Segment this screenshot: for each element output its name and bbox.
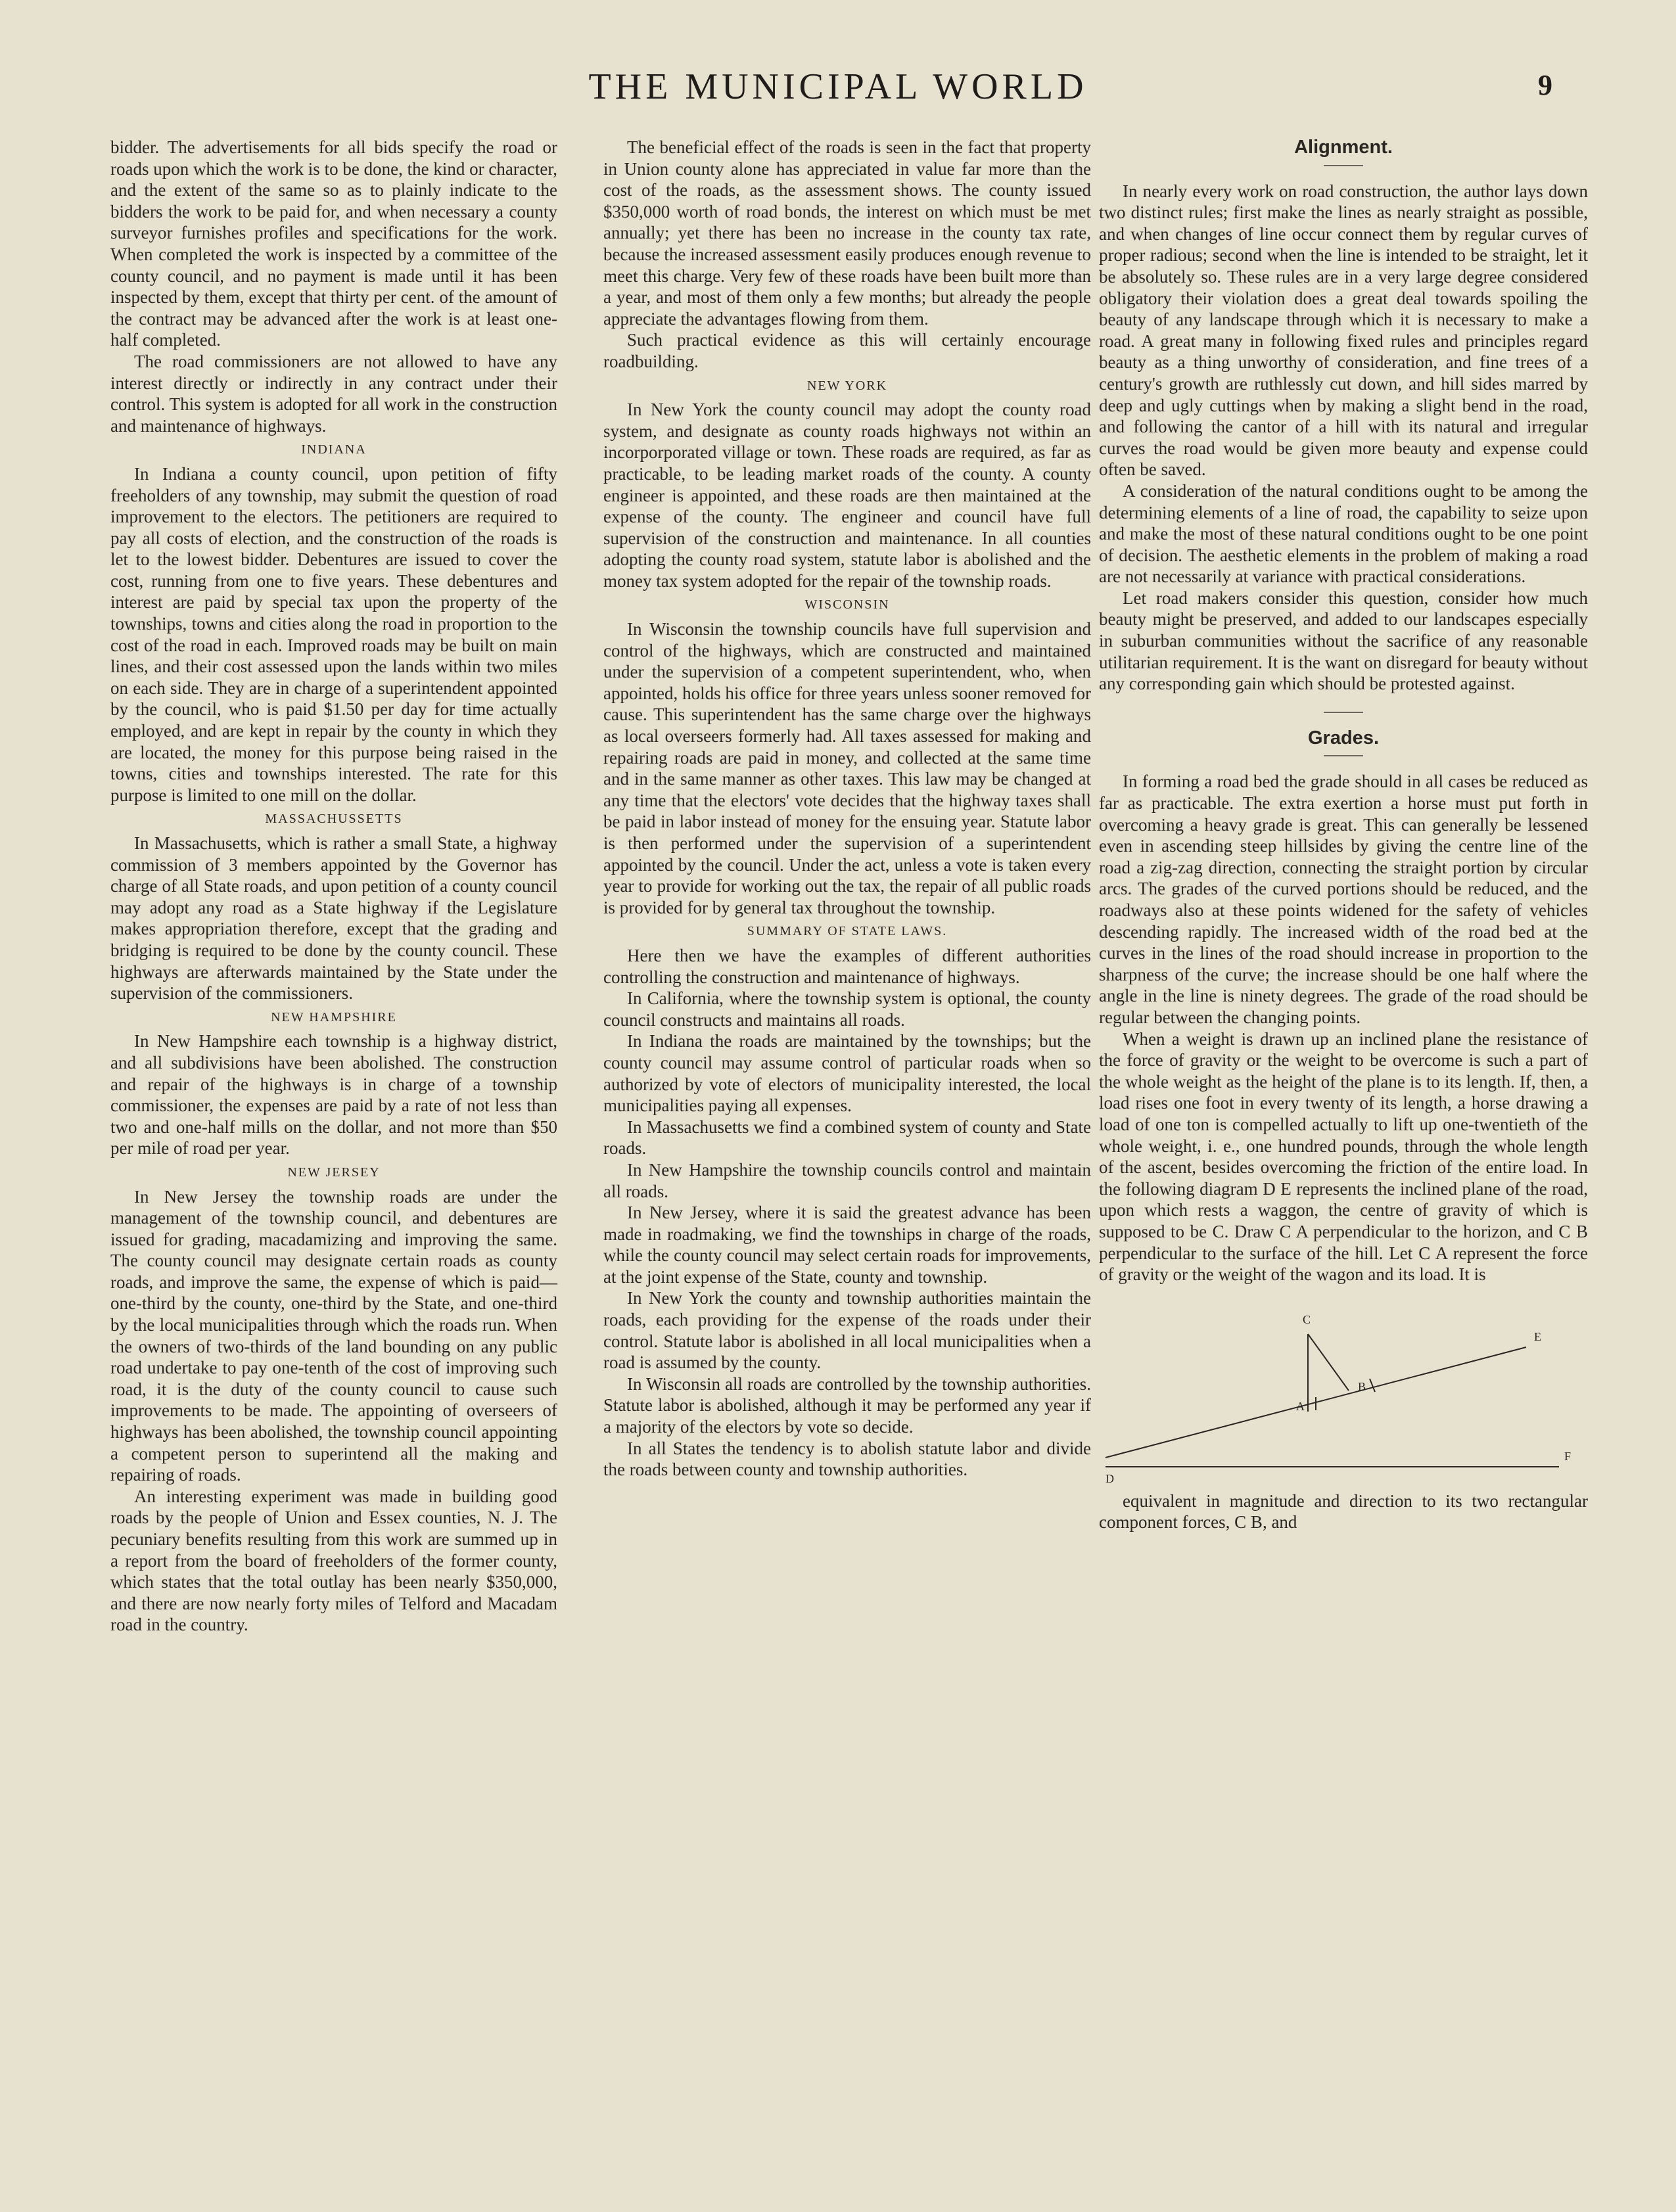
paragraph: Such practical evidence as this will certainly encourage roadbuilding. bbox=[603, 330, 1091, 371]
paragraph: In Massachusetts, which is rather a small State, a highway commission of 3 members appointed by the Governor has charge of all State roads, and upon petition of a county council may adopt any road as a State highway if the Legislature makes appropriation therefore, except that the grading and bridging is required to be done by the county council. These highways are afterwards maintained by the State under the supervision of the commissioners. bbox=[110, 833, 557, 1003]
paragraph: In nearly every work on road construction, the author lays down two distinct rules; first make the lines as nearly straight as possible, and when changes of line occur connect them by regular curves of proper radious; second when the line is intended to be straight, let it be absolutely so. These rules are in a very large degree considered obligatory their violation does a great deal towards spoiling the beauty of any landscape through which it is necessary to make a road. A great many in following fixed rules and principles regard beauty as a thing unworthy of consideration, and fine trees of a century's growth are ruthlessly cut down, and hill sides marred by deep and ugly cuttings when by making a slight bend in the road, and following the cantor of a hill with its natural and irregular curves the road would be given more beauty and expense could often be saved. bbox=[1099, 181, 1588, 480]
column-middle bbox=[603, 137, 1091, 1481]
paragraph: The road commissioners are not allowed to have any interest directly or indirectly in any contract under their control. This system is adopted for all work in the construction and maintenance of highways. bbox=[110, 351, 557, 436]
column-right bbox=[1099, 137, 1588, 1533]
paragraph: equivalent in magnitude and direction to its two rectangular component forces, C B, and bbox=[1099, 1490, 1588, 1532]
paragraph: In New Jersey, where it is said the greatest advance has been made in roadmaking, we find the townships in charge of the roads, while the county council may select certain roads for improvements, at the joint expense of the State, county and township. bbox=[603, 1203, 1091, 1287]
paragraph: In all States the tendency is to abolish statute labor and divide the roads between county and township authorities. bbox=[603, 1438, 1091, 1480]
paragraph: In Indiana a county council, upon petition of fifty freeholders of any township, may submit the question of road improvement to the electors. The petitioners are required to pay all costs of election, and the construction of the roads is let to the lowest bidder. Debentures are issued to cover the cost, running from one to five years. These debentures and interest are paid by special tax upon the property of the townships, towns and cities along the road in proportion to the cost of the road in each. Improved roads may be built on main lines, and their cost assessed upon the lands within two miles on each side. They are in charge of a superintendent appointed by the council, who is paid $1.50 per day for time actually employed, and are kept in repair by the county in which they are located, the money for this purpose being raised in the towns, cities and townships interested. The rate for this purpose is limited to one mill on the dollar. bbox=[110, 463, 557, 805]
paragraph: When a weight is drawn up an inclined plane the resistance of the force of gravity or the weight to be overcome is such a part of the whole weight as the height of the plane is to its length. If, then, a load rises one foot in every twenty of its length, a horse drawing a load of one ton is compelled actually to lift up one-twentieth of the whole weight, i. e., one hundred pounds, through the whole length of the ascent, besides overcoming the friction of the entire load. In the following diagram D E represents the inclined plane of the road, upon which rests a waggon, the centre of gravity of which is supposed to be C. Draw C A perpendicular to the horizon, and C B perpendicular to the surface of the hill. Let C A represent the force of gravity or the weight of the wagon and its load. It is bbox=[1099, 1028, 1588, 1285]
paragraph: bidder. The advertisements for all bids specify the road or roads upon which the work is to be done, the kind or character, and the extent of the same so as to plainly indicate to the bidders the work to be paid for, and when necessary a county surveyor furnishes profiles and specifications for the work. When completed the work is inspected by a committee of the county council, and no payment is made until it has been inspected by them, except that thirty per cent. of the amount of the contract may be advanced after the work is at least one-half completed. bbox=[110, 137, 557, 350]
paragraph: Let road makers consider this question, consider how much beauty might be preserved, and added to our landscapes especially in suburban communities without the sacrifice of any reasonable utilitarian requirement. It is the want on disregard for beauty without any corresponding gain which should be protested against. bbox=[1099, 588, 1588, 694]
paragraph: In forming a road bed the grade should in all cases be reduced as far as practicable. The extra exertion a horse must put forth in overcoming a heavy grade is great. This can generally be lessened even in ascending steep hillsides by giving the centre line of the road a zig-zag direction, connecting the straight portion by circular arcs. The grades of the curved portions should be reduced, and the roadways also at these points widened for the safety of vehicles descending rapidly. The increased width of the road bed at the curves in the lines of the road should increase in proportion to the sharpness of the curve; the increase should be one half where the angle in the line is ninety degrees. The grade of the road should be regular between the changing points. bbox=[1099, 772, 1588, 1027]
paragraph: In New Hampshire each township is a highway district, and all subdivisions have been abolished. The construction and repair of the highways is in charge of a township commissioner, the expenses are paid by a rate of not less than two and one-half mills on the dollar, and not more than $50 per mile of road per year. bbox=[110, 1031, 557, 1159]
point-label-f: F bbox=[1564, 1449, 1571, 1463]
paragraph: In Wisconsin the township councils have full supervision and control of the highways, which are constructed and maintained under the supervision of a competent superintendent, who, when appointed, holds his office for three years unless sooner removed for cause. This superintendent has the same charge over the highways as local overseers formerly had. All taxes assessed for making and repairing roads are paid in money, and collected at the same time and in the same manner as other taxes. This law may be changed at any time that the electors' vote decides that the highway taxes shall be paid in labor instead of money for the ensuing year. Statute labor is then performed under the supervision of a superintendent appointed by the council. Under the act, unless a vote is taken every year to provide for working out the tax, the repair of all public roads is provided for by general tax throughout the township. bbox=[603, 619, 1091, 917]
column-left bbox=[110, 137, 557, 1636]
paragraph: In Indiana the roads are maintained by the townships; but the county council may assume control of particular roads when so authorized by vote of electors of municipality interested, the local municipalities paying all expenses. bbox=[603, 1031, 1091, 1116]
point-label-d: D bbox=[1106, 1471, 1114, 1485]
perpendicular-tick bbox=[1370, 1379, 1375, 1392]
paragraph: In California, where the township system is optional, the county council constructs and maintains all roads. bbox=[603, 988, 1091, 1030]
section-subheading: SUMMARY OF STATE LAWS. bbox=[747, 924, 948, 939]
section-subheading: NEW JERSEY bbox=[287, 1164, 381, 1180]
heading-rule bbox=[1324, 165, 1363, 166]
paragraph: Here then we have the examples of different authorities controlling the construction and maintenance of highways. bbox=[603, 945, 1091, 987]
paragraph: An interesting experiment was made in building good roads by the people of Union and Essex counties, N. J. The pecuniary benefits resulting from this work are summed up in a report from the board of freeholders of the former county, which states that the total outlay has been nearly $350,000, and there are now nearly forty miles of Telford and Macadam road in the country. bbox=[110, 1486, 557, 1635]
paragraph: The beneficial effect of the roads is seen in the fact that property in Union county alone has appreciated in value far more than the cost of the roads, as the assessment shows. The county issued $350,000 worth of road bonds, the interest on which must be met annually; yet there has been no increase in the county tax rate, because the increased assessment easily produces enough revenue to meet this charge. Very few of these roads have been built more than a year, and most of them only a few months; but already the people appreciate the advantages flowing from them. bbox=[603, 137, 1091, 329]
paragraph: In Wisconsin all roads are controlled by the township authorities. Statute labor is abolished, although it may be performed any year if a majority of the electors by vote so decide. bbox=[603, 1373, 1091, 1437]
section-heading-alignment: Alignment. bbox=[1294, 137, 1393, 158]
paragraph: A consideration of the natural conditions ought to be among the determining elements of a line of road, the capability to seize upon and make the most of these natural conditions ought to be one point of decision. The aesthetic elements in the problem of making a road are not necessarily at variance with practical considerations. bbox=[1099, 480, 1588, 587]
inclined-plane-diagram bbox=[1099, 1295, 1588, 1485]
paragraph: In New Jersey the township roads are under the management of the township council, and debentures are issued for grading, macadamizing and improving the same. The county council may designate certain roads as county roads, and improve the same, the expense of which is paid—one-third by the county, one-third by the State, and one-third by the local municipalities through which the roads run. When the owners of two-thirds of the land bounding on any public road undertake to pay one-tenth of the cost of improving such road, it is the duty of the county council to cause such improvements to be made. The appointing of overseers of highways has been abolished, the township council appointing a competent person to superintend all the making and repairing of roads. bbox=[110, 1186, 557, 1485]
masthead-title: THE MUNICIPAL WORLD bbox=[588, 66, 1088, 107]
point-label-a: A bbox=[1296, 1399, 1305, 1413]
paragraph: In New York the county council may adopt the county road system, and designate as county roads highways not within an incorporporated village or town. These roads are required, as far as practicable, to be leading market roads of the county. A county engineer is appointed, and these roads are then maintained at the expense of the county. The engineer and council have full supervision of the construction and maintenance. In all counties adopting the county road system, statute labor is abolished and the money tax system adopted for the repair of the township roads. bbox=[603, 400, 1091, 591]
paragraph: In New York the county and township authorities maintain the roads, each providing for the expense of the roads under their control. Statute labor is abolished in all local municipalities when a road is assumed by the county. bbox=[603, 1288, 1091, 1373]
section-subheading: WISCONSIN bbox=[804, 597, 890, 612]
paragraph: In New Hampshire the township councils control and maintain all roads. bbox=[603, 1159, 1091, 1201]
section-subheading: NEW YORK bbox=[806, 378, 888, 393]
section-subheading: MASSACHUSSETTS bbox=[265, 812, 403, 827]
point-label-e: E bbox=[1534, 1329, 1541, 1343]
section-subheading: NEW HAMPSHIRE bbox=[271, 1009, 397, 1025]
point-label-b: B bbox=[1358, 1379, 1366, 1393]
section-subheading: INDIANA bbox=[301, 442, 367, 457]
paragraph: In Massachusetts we find a combined system of county and State roads. bbox=[603, 1117, 1091, 1159]
heading-rule bbox=[1324, 755, 1363, 756]
section-heading-grades: Grades. bbox=[1308, 727, 1379, 749]
point-label-c: C bbox=[1303, 1312, 1311, 1326]
page-number: 9 bbox=[1538, 69, 1552, 101]
force-line-cb bbox=[1308, 1334, 1349, 1391]
section-divider bbox=[1324, 712, 1363, 713]
